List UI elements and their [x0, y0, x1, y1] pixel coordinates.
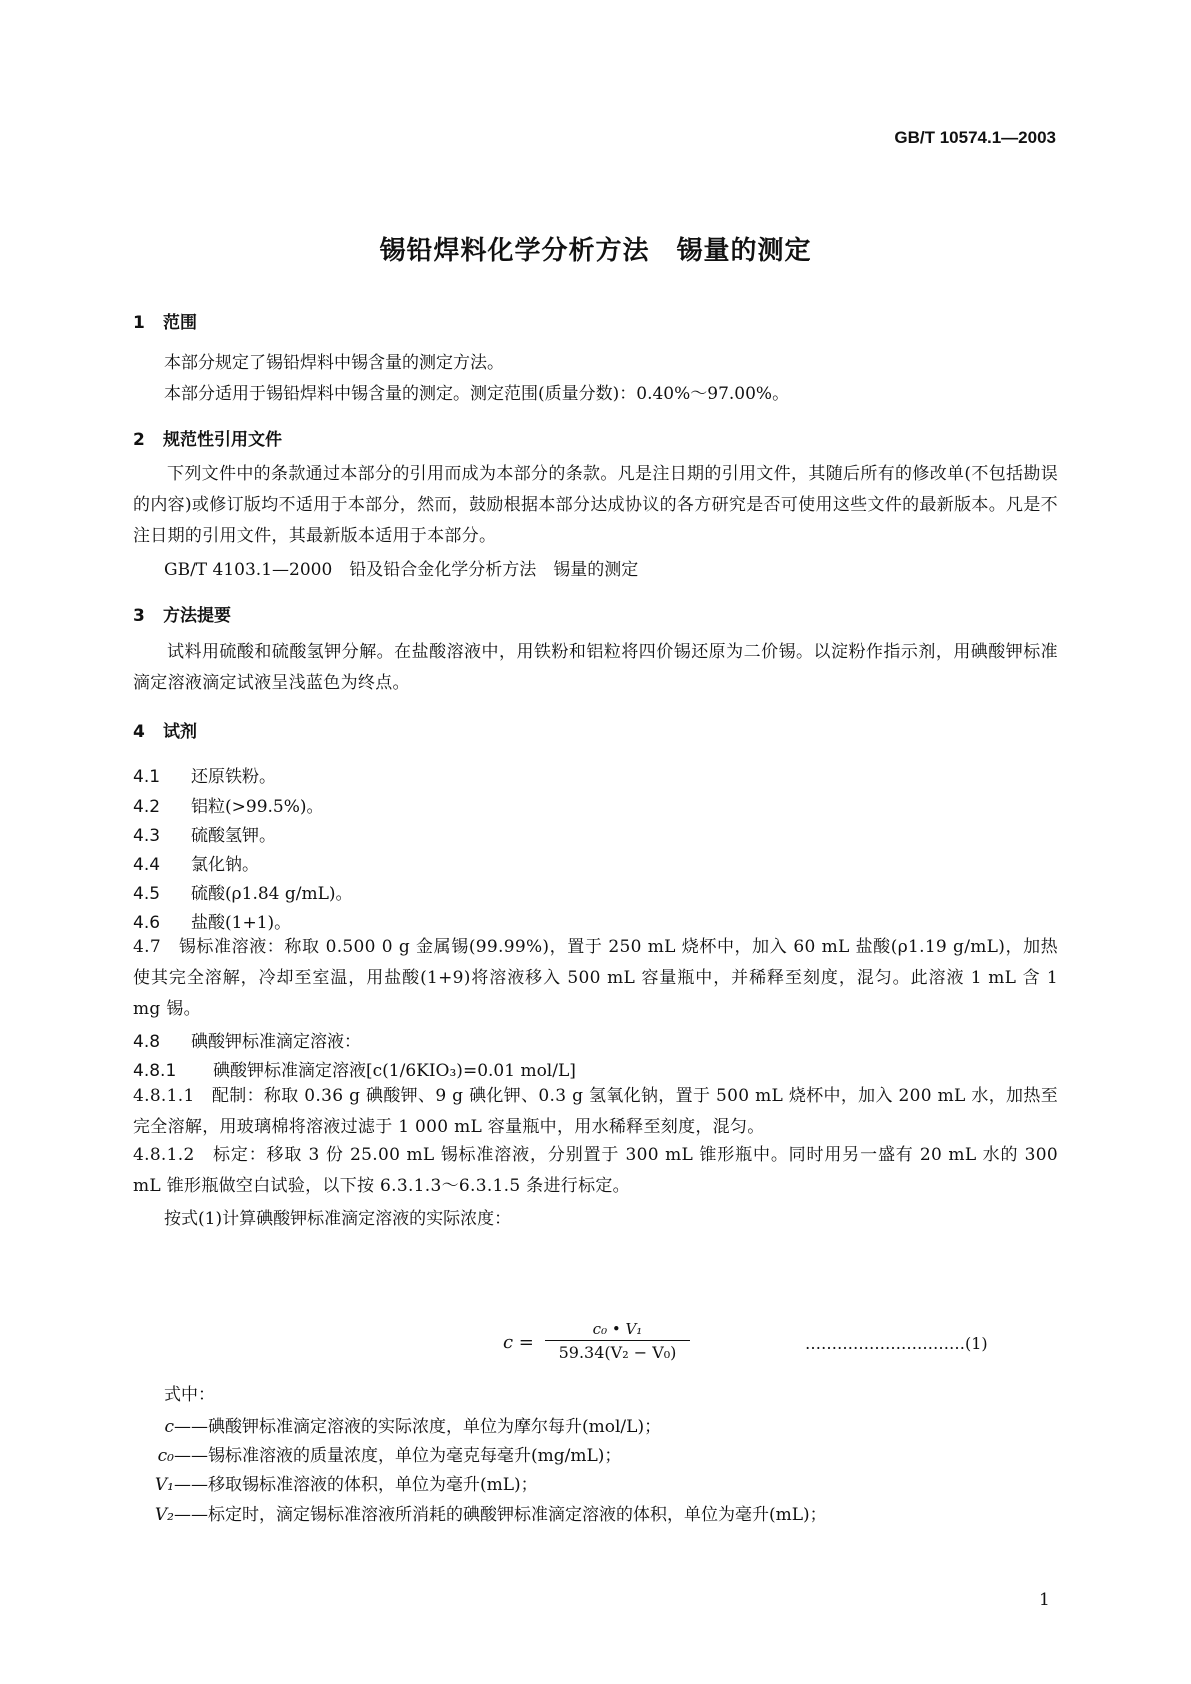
section-number: 3 — [133, 606, 145, 626]
list-item — [133, 792, 324, 817]
section-number: 1 — [133, 313, 145, 333]
definition-text: ——锡标准溶液的质量浓度，单位为毫克每毫升(mg/mL)； — [174, 1446, 622, 1466]
item-number: 4.4 — [133, 855, 161, 875]
section-title: 规范性引用文件 — [163, 430, 282, 450]
section-2-heading — [133, 425, 282, 450]
item-number: 4.5 — [133, 884, 161, 904]
definition-symbol: c — [164, 1417, 174, 1437]
section-title: 范围 — [163, 313, 197, 333]
section-2-paragraph-1: 下列文件中的条款通过本部分的引用而成为本部分的条款。凡是注日期的引用文件，其随后所有的修改单(不包括勘误的内容)或修订版均不适用于本部分，然而，鼓励根据本部分达成协议的各方研究是否可使用这些文件的最新版本。凡是不注日期的引用文件，其最新版本适用于本部分。 — [133, 464, 1058, 546]
item-text: 硫酸(ρ1.84 g/mL)。 — [191, 884, 353, 904]
section-3-paragraph-1: 试料用硫酸和硫酸氢钾分解。在盐酸溶液中，用铁粉和铝粒将四价锡还原为二价锡。以淀粉作指示剂，用碘酸钾标准滴定溶液滴定试液呈浅蓝色为终点。 — [133, 642, 1058, 693]
formula-fraction — [545, 1320, 690, 1362]
definition-symbol: V₂ — [154, 1505, 174, 1525]
section-title: 方法提要 — [163, 606, 231, 626]
item-text: 碘酸钾标准滴定溶液： — [191, 1032, 361, 1052]
definition-row — [110, 1470, 538, 1495]
formula-lhs: c = — [503, 1332, 534, 1353]
list-item — [133, 908, 291, 933]
item-number: 4.3 — [133, 826, 161, 846]
section-1-paragraph-1: 本部分规定了锡铅焊料中锡含量的测定方法。 — [164, 353, 504, 373]
section-number: 2 — [133, 430, 145, 450]
item-text: 碘酸钾标准滴定溶液[c(1/6KIO₃)=0.01 mol/L] — [213, 1061, 576, 1081]
item-number: 4.8.1 — [133, 1061, 177, 1081]
formula-numerator: c₀ • V₁ — [545, 1320, 690, 1341]
section-3-heading — [133, 601, 231, 626]
definition-text: ——标定时，滴定锡标准溶液所消耗的碘酸钾标准滴定溶液的体积，单位为毫升(mL)； — [174, 1505, 827, 1525]
item-number: 4.2 — [133, 797, 161, 817]
normative-reference: GB/T 4103.1—2000 铅及铅合金化学分析方法 锡量的测定 — [164, 560, 639, 580]
definition-text: ——碘酸钾标准滴定溶液的实际浓度，单位为摩尔每升(mol/L)； — [174, 1417, 662, 1437]
list-item — [133, 821, 276, 846]
item-number: 4.6 — [133, 913, 161, 933]
item-4-8-1-1: 4.8.1.1 配制：称取 0.36 g 碘酸钾、9 g 碘化钾、0.3 g 氢氧化钠，置于 500 mL 烧杯中，加入 200 mL 水，加热至完全溶解，用玻璃棉将溶液过滤于 1 000 mL 容量瓶中，用水稀释至刻度，混匀。 — [133, 1086, 1058, 1137]
definition-symbol: c₀ — [157, 1446, 174, 1466]
equation-number: …………………………(1) — [805, 1334, 988, 1353]
standard-number: GB/T 10574.1—2003 — [894, 128, 1056, 147]
definition-row — [110, 1500, 827, 1525]
item-text: 氯化钠。 — [191, 855, 259, 875]
section-title: 试剂 — [163, 722, 197, 742]
section-number: 4 — [133, 722, 145, 742]
section-1-heading — [133, 308, 197, 333]
item-4-7: 4.7 锡标准溶液：称取 0.500 0 g 金属锡(99.99%)，置于 250 mL 烧杯中，加入 60 mL 盐酸(ρ1.19 g/mL)，加热使其完全溶解，冷却至室温，用盐酸(1+9)将溶液移入 500 mL 容量瓶中，并稀释至刻度，混匀。此溶液 1 mL 含 1 mg 锡。 — [133, 937, 1058, 1019]
item-number: 4.8 — [133, 1032, 161, 1052]
formula-denominator: 59.34(V₂ − V₀) — [558, 1343, 677, 1362]
item-4-8 — [133, 1027, 361, 1052]
list-item — [133, 879, 353, 904]
item-text: 还原铁粉。 — [191, 767, 276, 787]
definition-row — [110, 1441, 621, 1466]
item-4-8-1 — [133, 1056, 576, 1081]
section-4-heading — [133, 717, 197, 742]
definition-row — [110, 1412, 661, 1437]
calculation-intro: 按式(1)计算碘酸钾标准滴定溶液的实际浓度： — [164, 1209, 512, 1229]
document-title: 锡铅焊料化学分析方法 锡量的测定 — [379, 236, 812, 266]
section-1-paragraph-2: 本部分适用于锡铅焊料中锡含量的测定。测定范围(质量分数)：0.40%～97.00%。 — [164, 384, 790, 404]
definition-text: ——移取锡标准溶液的体积，单位为毫升(mL)； — [174, 1475, 538, 1495]
list-item — [133, 850, 259, 875]
item-text: 硫酸氢钾。 — [191, 826, 276, 846]
definition-symbol: V₁ — [154, 1475, 174, 1495]
list-item — [133, 762, 276, 787]
where-label: 式中： — [164, 1385, 215, 1405]
page-number: 1 — [1039, 1590, 1050, 1610]
item-number: 4.1 — [133, 767, 161, 787]
item-text: 盐酸(1+1)。 — [191, 913, 292, 933]
item-text: 铝粒(>99.5%)。 — [191, 797, 324, 817]
item-4-8-1-2: 4.8.1.2 标定：移取 3 份 25.00 mL 锡标准溶液，分别置于 300 mL 锥形瓶中。同时用另一盛有 20 mL 水的 300 mL 锥形瓶做空白试验，以下按 6.3.1.3～6.3.1.5 条进行标定。 — [133, 1145, 1058, 1196]
